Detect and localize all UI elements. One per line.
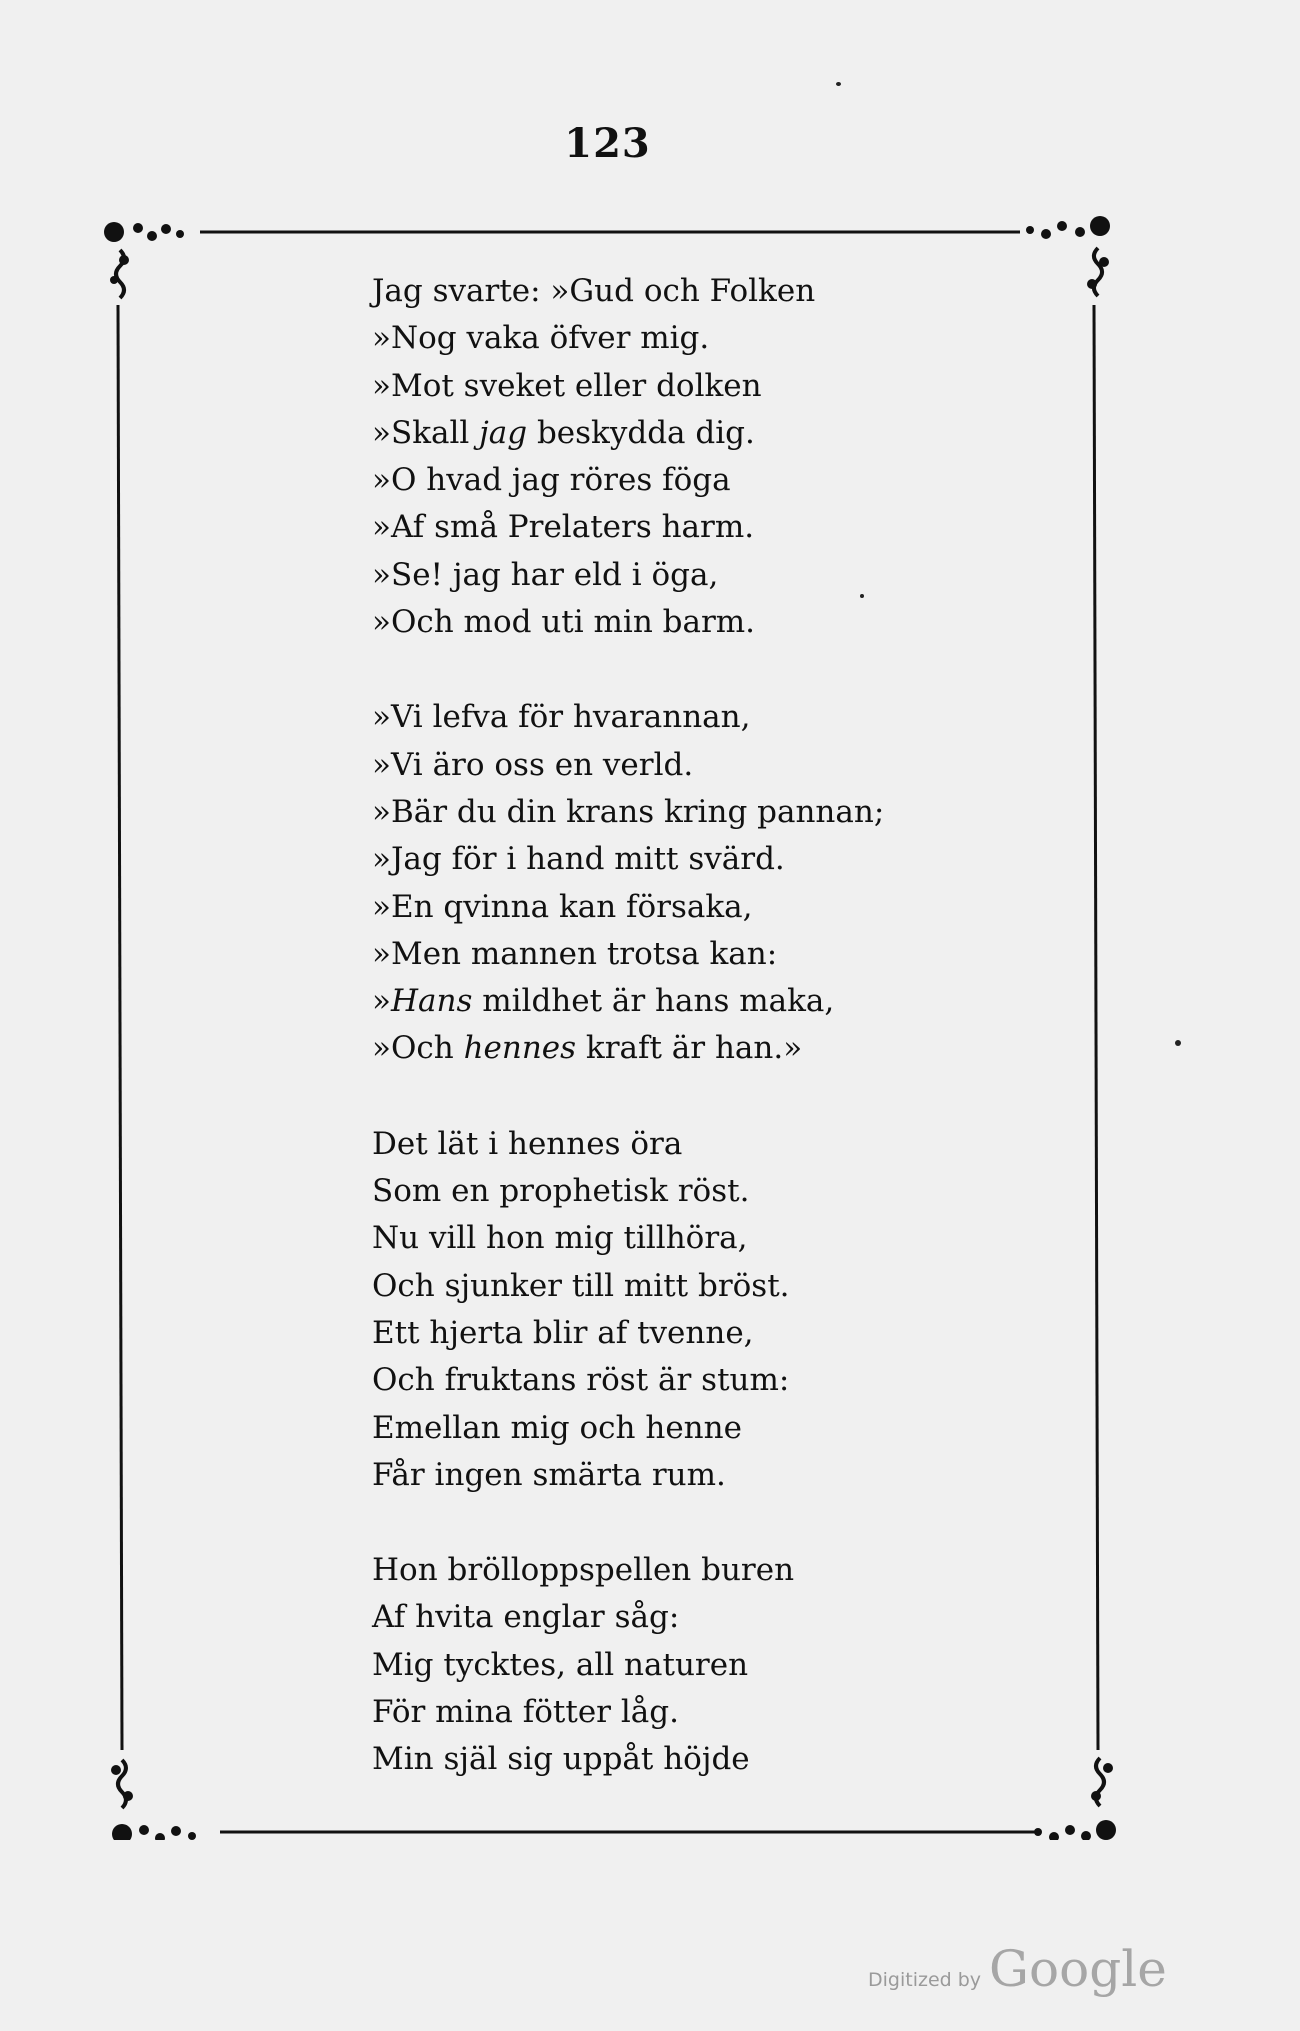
- stanza: [372, 1121, 932, 1499]
- poem-line: [372, 1452, 932, 1499]
- watermark-brand: Google: [989, 1940, 1167, 1998]
- poem-line: [372, 552, 932, 599]
- line-text: Och fruktans röst är stum:: [372, 1362, 790, 1399]
- poem-line: [372, 1263, 932, 1310]
- line-text: Jag svarte: »Gud och Folken: [372, 273, 816, 309]
- poem-line: [372, 1168, 932, 1215]
- poem-line: [372, 1689, 932, 1736]
- poem-line: [372, 1121, 932, 1168]
- line-emphasis: Hans: [390, 983, 473, 1020]
- line-text: »En qvinna kan försaka,: [372, 888, 753, 925]
- line-text: »O hvad jag röres föga: [372, 462, 731, 499]
- poem-line: [372, 504, 932, 551]
- ink-speck: [1175, 1040, 1181, 1046]
- poem-line: [372, 599, 932, 646]
- line-text: Nu vill hon mig tillhöra,: [372, 1220, 748, 1257]
- line-text: »Se! jag har eld i öga,: [372, 556, 719, 593]
- line-text-before: »Och: [372, 1030, 464, 1067]
- poem-line: [372, 363, 932, 410]
- corner-ornament-top-right: [1026, 216, 1110, 296]
- poem-line: [372, 789, 932, 836]
- poem-line: [372, 315, 932, 362]
- line-text: »Men mannen trotsa kan:: [372, 935, 778, 972]
- poem-text: [372, 268, 932, 1784]
- line-text: Emellan mig och henne: [372, 1409, 742, 1446]
- line-text: »Mot sveket eller dolken: [372, 367, 762, 404]
- poem-line: [372, 1594, 932, 1641]
- line-text-after: kraft är han.»: [576, 1030, 803, 1067]
- poem-line: [372, 1736, 932, 1783]
- digitization-watermark: [868, 1940, 1167, 1998]
- corner-ornament-bottom-right: [1034, 1758, 1116, 1840]
- line-emphasis: jag: [479, 414, 528, 451]
- line-text: Min själ sig uppåt höjde: [372, 1741, 750, 1778]
- poem-line: [372, 1357, 932, 1404]
- page-number: 123: [564, 120, 651, 167]
- line-text: Af hvita englar såg:: [372, 1599, 680, 1636]
- ink-speck: [860, 594, 864, 598]
- line-text-after: mildhet är hans maka,: [472, 983, 835, 1020]
- poem-line: [372, 457, 932, 504]
- poem-line: [372, 410, 932, 457]
- line-text: »Vi äro oss en verld.: [372, 746, 694, 783]
- line-text-before: »: [372, 983, 391, 1020]
- line-text: Ett hjerta blir af tvenne,: [372, 1314, 754, 1351]
- line-text-after: beskydda dig.: [527, 414, 755, 451]
- line-text: Hon brölloppspellen buren: [372, 1552, 795, 1589]
- stanza: [372, 1547, 932, 1783]
- watermark-prefix: Digitized by: [868, 1969, 982, 1991]
- stanza: [372, 268, 932, 646]
- line-text: Och sjunker till mitt bröst.: [372, 1267, 790, 1304]
- line-text: »Vi lefva för hvarannan,: [372, 699, 751, 736]
- ink-speck: [836, 82, 841, 86]
- poem-line: [372, 1642, 932, 1689]
- poem-line: [372, 1215, 932, 1262]
- poem-line: [372, 1310, 932, 1357]
- line-emphasis: hennes: [463, 1030, 577, 1067]
- line-text-before: »Skall: [372, 414, 480, 451]
- poem-line: [372, 931, 932, 978]
- corner-ornament-top-left: [104, 222, 184, 298]
- stanza: [372, 694, 932, 1072]
- line-text: Som en prophetisk röst.: [372, 1173, 750, 1210]
- line-text: »Nog vaka öfver mig.: [372, 320, 710, 357]
- poem-line: [372, 694, 932, 741]
- line-text: »Jag för i hand mitt svärd.: [372, 841, 785, 878]
- line-text: För mina fötter låg.: [372, 1694, 679, 1731]
- line-text: »Och mod uti min barm.: [372, 604, 756, 641]
- poem-line: [372, 836, 932, 883]
- poem-line: [372, 978, 932, 1025]
- poem-line: [372, 1547, 932, 1594]
- poem-line: [372, 884, 932, 931]
- line-text: »Af små Prelaters harm.: [372, 509, 755, 546]
- poem-line: [372, 742, 932, 789]
- line-text: Mig tycktes, all naturen: [372, 1646, 749, 1683]
- line-text: »Bär du din krans kring pannan;: [372, 793, 885, 830]
- poem-line: [372, 1025, 932, 1072]
- poem-line: [372, 1405, 932, 1452]
- poem-line: [372, 268, 932, 315]
- corner-ornament-bottom-left: [111, 1760, 196, 1840]
- line-text: Det lät i hennes öra: [372, 1125, 683, 1162]
- line-text: Får ingen smärta rum.: [372, 1456, 726, 1493]
